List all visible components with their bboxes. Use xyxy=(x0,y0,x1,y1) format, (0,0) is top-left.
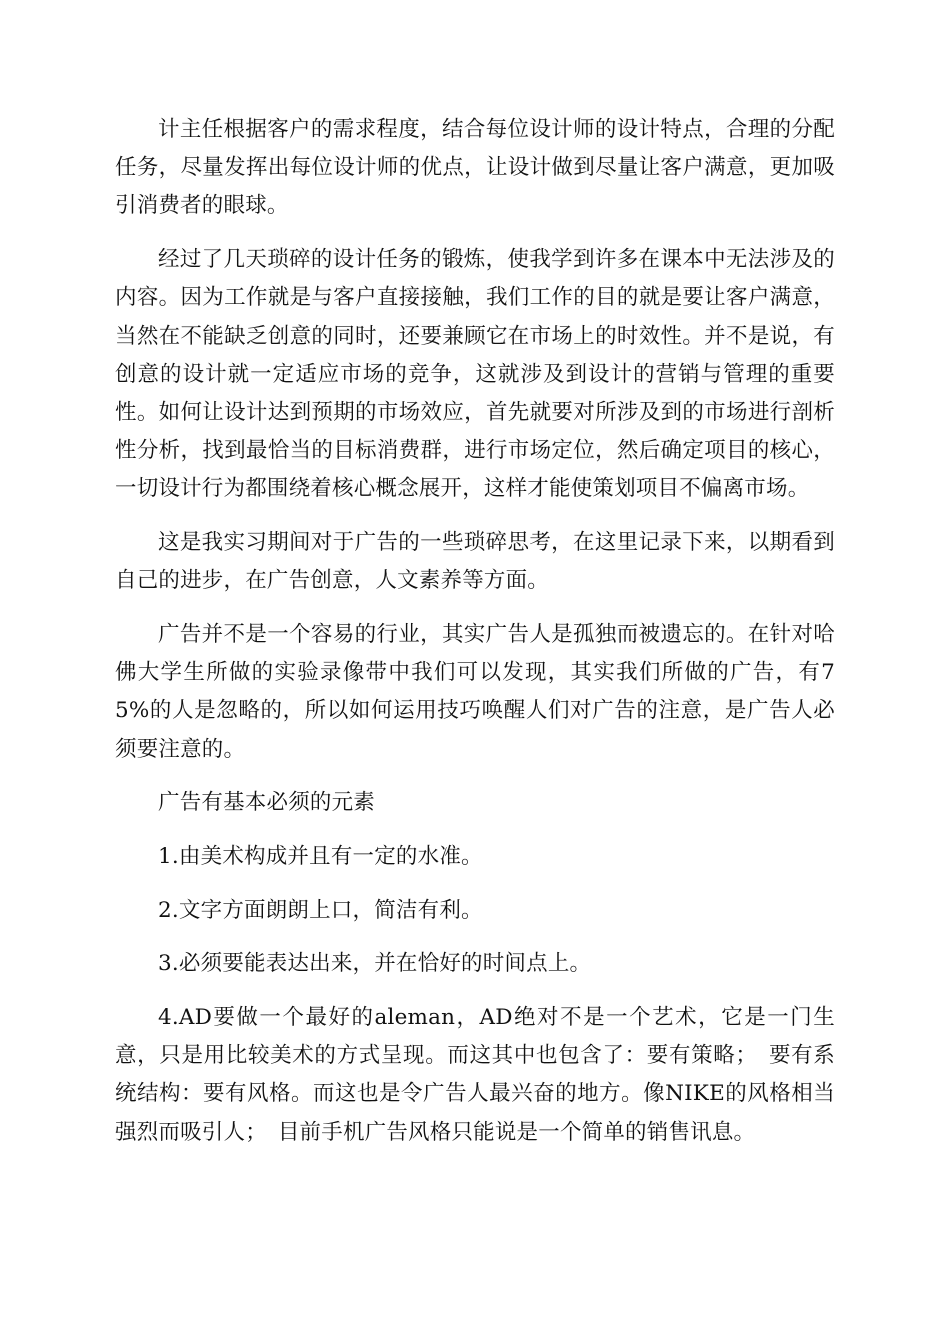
document-body xyxy=(115,111,835,1167)
paragraph-basic-elements-heading: 广告有基本必须的元素 xyxy=(158,790,376,816)
list-item-4: 4.AD要做一个最好的aleman，AD绝对不是一个艺术，它是一门生意，只是用比较美术的方式呈现。而这其中也包含了：要有策略； 要有系统结构：要有风格。而这也是令广告人最兴奋的地方。像NIKE的风格相当强烈而吸引人； 目前手机广告风格只能说是一个简单的销售讯息。 xyxy=(115,1005,835,1145)
paragraph-design-training: 经过了几天琐碎的设计任务的锻炼，使我学到许多在课本中无法涉及的内容。因为工作就是与客户直接接触，我们工作的目的就是要让客户满意，当然在不能缺乏创意的同时，还要兼顾它在市场上的时效性。并不是说，有创意的设计就一定适应市场的竞争，这就涉及到设计的营销与管理的重要性。如何让设计达到预期的市场效应，首先就要对所涉及到的市场进行剖析性分析，找到最恰当的目标消费群，进行市场定位，然后确定项目的核心，一切设计行为都围绕着核心概念展开，这样才能使策划项目不偏离市场。 xyxy=(115,247,835,502)
paragraph-task-assignment: 计主任根据客户的需求程度，结合每位设计师的设计特点，合理的分配任务，尽量发挥出每位设计师的优点，让设计做到尽量让客户满意，更加吸引消费者的眼球。 xyxy=(115,117,835,219)
list-item-1: 1.由美术构成并且有一定的水准。 xyxy=(158,843,483,869)
paragraph-internship-thoughts: 这是我实习期间对于广告的一些琐碎思考，在这里记录下来，以期看到自己的进步，在广告创意，人文素养等方面。 xyxy=(115,530,835,594)
list-item-3: 3.必须要能表达出来，并在恰好的时间点上。 xyxy=(158,951,592,977)
paragraph-advertising-industry: 广告并不是一个容易的行业，其实广告人是孤独而被遗忘的。在针对哈佛大学生所做的实验录像带中我们可以发现，其实我们所做的广告，有75%的人是忽略的，所以如何运用技巧唤醒人们对广告的注意，是广告人必须要注意的。 xyxy=(115,621,835,762)
list-item-2: 2.文字方面朗朗上口，简洁有利。 xyxy=(158,897,483,923)
